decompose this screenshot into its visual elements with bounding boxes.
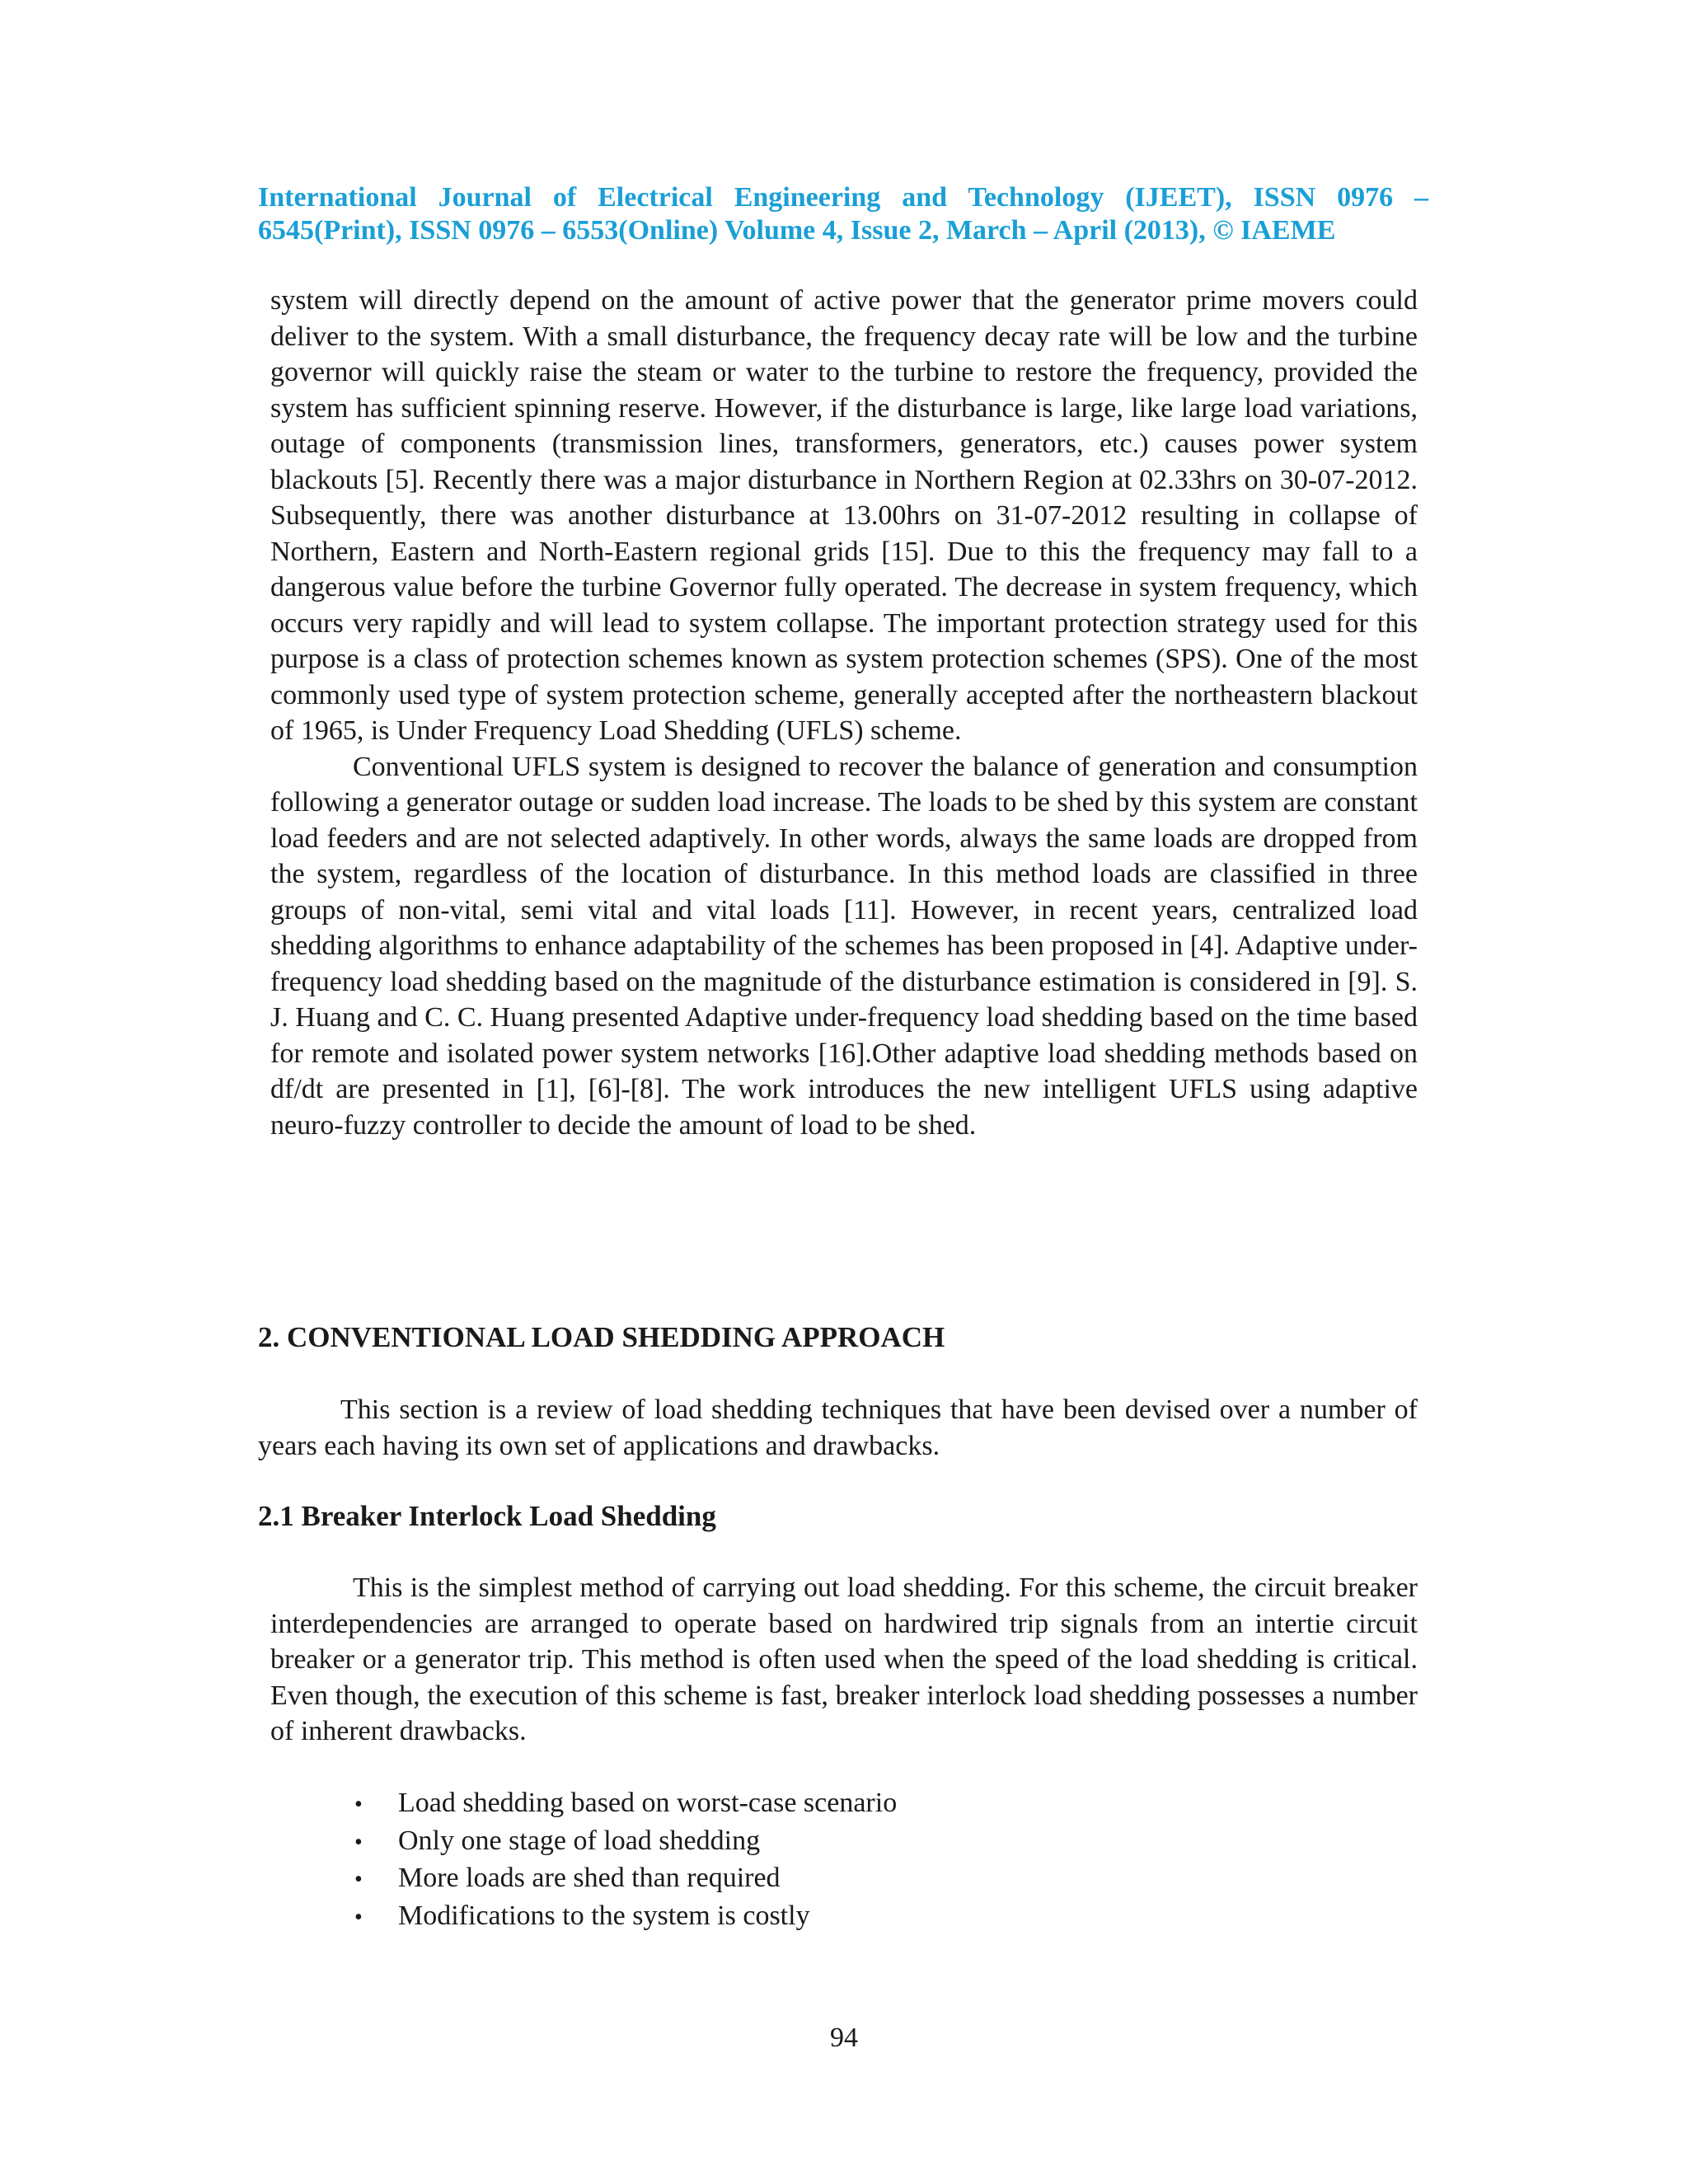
list-item-text: More loads are shed than required [398, 1863, 781, 1893]
paragraph-section-review: This section is a review of load shedding techniques that have been devised over a number of years each having its own set of applications and drawbacks. [258, 1394, 1418, 1461]
list-item [354, 1823, 897, 1861]
list-item [354, 1785, 897, 1823]
journal-header: International Journal of Electrical Engineering and Technology (IJEET), ISSN 0976 – 6545(Print), ISSN 0976 – 6553(Online) Volume 4, Issue 2, March – April (2013), © IAEME [258, 182, 1428, 246]
breaker-interlock-block [270, 1570, 1418, 1750]
list-item [354, 1898, 897, 1936]
section-heading-conventional-load-shedding: 2. CONVENTIONAL LOAD SHEDDING APPROACH [258, 1321, 945, 1353]
page-number: 94 [830, 2022, 858, 2053]
list-item [354, 1860, 897, 1898]
list-item-text: Load shedding based on worst-case scenario [398, 1788, 898, 1818]
paragraph-conventional-ufls: Conventional UFLS system is designed to recover the balance of generation and consumption following a generator outage or sudden load increase. The loads to be shed by this system are constant load feeders and are not selected adaptively. In other words, always the same loads are dropped from the system, regardless of the location of disturbance. In this method loads are classified in three groups of non-vital, semi vital and vital loads [11]. However, in recent years, centralized load shedding algorithms to enhance adaptability of the schemes has been proposed in [4]. Adaptive under-frequency load shedding based on the magnitude of the disturbance estimation is considered in [9]. S. J. Huang and C. C. Huang presented Adaptive under-frequency load shedding based on the time based for remote and isolated power system networks [16].Other adaptive load shedding methods based on df/dt are presented in [1], [6]-[8]. The work introduces the new intelligent UFLS using adaptive neuro-fuzzy controller to decide the amount of load to be shed. [270, 751, 1418, 1141]
list-item-text: Modifications to the system is costly [398, 1900, 810, 1931]
subsection-heading-breaker-interlock: 2.1 Breaker Interlock Load Shedding [258, 1500, 716, 1532]
paragraph-breaker-interlock: This is the simplest method of carrying out load shedding. For this scheme, the circuit breaker interdependencies are arranged to operate based on hardwired trip signals from an intertie circuit breaker or a generator trip. This method is often used when the speed of the load shedding is critical. Even though, the execution of this scheme is fast, breaker interlock load shedding possesses a number of inherent drawbacks. [270, 1572, 1418, 1746]
section-intro-block [258, 1392, 1418, 1464]
intro-continuation-block [270, 283, 1418, 1143]
paragraph-system-protection: system will directly depend on the amount of active power that the generator prime movers could deliver to the system. With a small disturbance, the frequency decay rate will be low and the turbine governor will quickly raise the steam or water to the turbine to restore the frequency, provided the system has sufficient spinning reserve. However, if the disturbance is large, like large load variations, outage of components (transmission lines, transformers, generators, etc.) causes power system blackouts [5]. Recently there was a major disturbance in Northern Region at 02.33hrs on 30-07-2012. Subsequently, there was another disturbance at 13.00hrs on 31-07-2012 resulting in collapse of Northern, Eastern and North-Eastern regional grids [15]. Due to this the frequency may fall to a dangerous value before the turbine Governor fully operated. The decrease in system frequency, which occurs very rapidly and will lead to system collapse. The important protection strategy used for this purpose is a class of protection schemes known as system protection schemes (SPS). One of the most commonly used type of system protection scheme, generally accepted after the northeastern blackout of 1965, is Under Frequency Load Shedding (UFLS) scheme. [270, 285, 1418, 746]
bullet-icon: • [354, 1792, 363, 1817]
drawbacks-list [354, 1785, 897, 1935]
bullet-icon: • [354, 1829, 363, 1855]
bullet-icon: • [354, 1904, 363, 1930]
list-item-text: Only one stage of load shedding [398, 1825, 761, 1856]
bullet-icon: • [354, 1867, 363, 1892]
